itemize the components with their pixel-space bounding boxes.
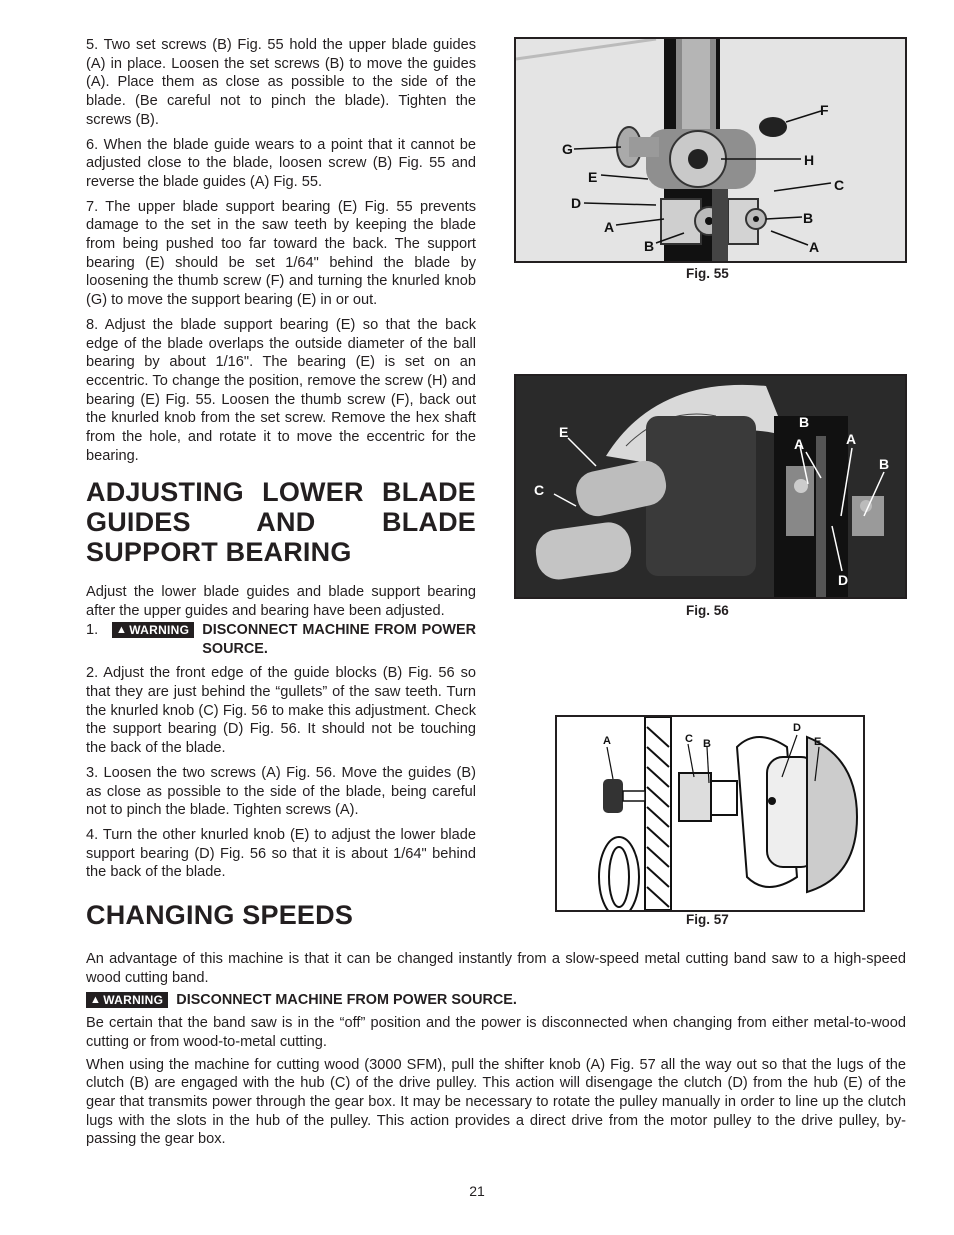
fig55-label-B-left: B (644, 238, 655, 254)
warning-badge (86, 992, 168, 1008)
step-8: 8. Adjust the blade support bearing (E) so that the back edge of the blade overlaps the outside diameter of the ball bearing by about 1/16". The bearing (E) is set on an eccentric. To change the position, remove the screw (H) and bearing (E) Fig. 55. Loosen the thumb screw (F), back out the knurled knob from the set screw. Remove the hex shaft from the hole, and rotate it to move the eccentric for the bearing. (86, 316, 476, 464)
lower-step-3: 3. Loosen the two screws (A) Fig. 56. Move the guides (B) as close as possible to the side of the blade, being careful not to pinch the blade. Tighten screws (A). (86, 764, 476, 819)
changing-speeds-body (86, 950, 906, 1153)
fig56-label-C: C (534, 482, 545, 498)
fig56-label-D: D (838, 572, 849, 588)
fig56-label-A-right: A (846, 431, 857, 447)
page-number: 21 (469, 1183, 485, 1199)
fig55-label-E: E (588, 169, 598, 185)
fig57-label-E: E (814, 736, 822, 748)
figure-56-photo (514, 374, 907, 599)
fig55-label-A-left: A (604, 219, 615, 235)
warning-badge-label: WARNING (103, 993, 164, 1008)
fig55-label-H: H (804, 152, 815, 168)
step-5: 5. Two set screws (B) Fig. 55 hold the upper blade guides (A) in place. Loosen the set screws (B) to move the guides (A). Place them as close as possible to the side of the blade. (Be careful not to pinch the blade). Tighten the screws (B). (86, 37, 476, 128)
section-heading-lower-guides: ADJUSTING LOWER BLADE GUIDES AND BLADE SUPPORT BEARING (86, 477, 476, 568)
fig56-label-B-top: B (799, 414, 810, 430)
fig56-label-A-left: A (794, 436, 805, 452)
fig55-label-G: G (562, 141, 573, 157)
figure-56-caption: Fig. 56 (686, 603, 729, 618)
section-heading-changing-speeds: CHANGING SPEEDS (86, 900, 354, 930)
fig56-label-E: E (559, 424, 569, 440)
step-number: 1. (86, 621, 99, 638)
warning-badge-label: WARNING (129, 622, 190, 637)
fig57-label-A: A (603, 735, 611, 747)
speeds-paragraph-3: When using the machine for cutting wood (3000 SFM), pull the shifter knob (A) Fig. 57 all the way out so that the lugs of the clutch (B) are engaged with the hub (C) of the drive pulley. This action will disengage the clutch (D) from the hub (E) of the gear that transmits power through the gear box. It may be necessary to rotate the pulley manually in order to line up the clutch lugs with the slots in the hub of the pulley. This action provides a direct drive from the motor pulley to the drive pulley, by-passing the gear box. (86, 1056, 906, 1148)
warning-text: DISCONNECT MACHINE FROM POWER SOURCE. (176, 992, 517, 1009)
fig55-label-D: D (571, 195, 582, 211)
lower-step-4: 4. Turn the other knurled knob (E) to adjust the lower blade support bearing (D) Fig. 56 so that it is about 1/64" behind the back of the blade. (86, 826, 476, 881)
figure-55-caption: Fig. 55 (686, 266, 729, 281)
lower-step-2: 2. Adjust the front edge of the guide blocks (B) Fig. 56 so that they are just behind the “gullets” of the saw teeth. Turn the knurled knob (C) Fig. 56 to make this adjustment. Check the support bearing (D) Fig. 56. It should not be touching the back of the blade. (86, 665, 476, 757)
figure-57-caption: Fig. 57 (686, 912, 729, 927)
warning-triangle-icon: ▲ (90, 994, 102, 1007)
figure-57-drawing (555, 715, 865, 912)
speeds-paragraph-2: Be certain that the band saw is in the “off” position and the power is disconnected when changing from either metal-to-wood cutting or from wood-to-metal cutting. (86, 1015, 906, 1050)
step-7: 7. The upper blade support bearing (E) Fig. 55 prevents damage to the set in the saw teeth by keeping the blade from being pushed too far toward the back. The support bearing (E) should be set 1/64" behind the blade by loosening the thumb screw (F) and turning the knurled knob (G) to move the support bearing (E) in or out. (86, 198, 476, 309)
fig55-label-B-right: B (803, 210, 814, 226)
fig57-label-C: C (685, 733, 693, 745)
warning-text: DISCONNECT MACHINE FROM POWER SOURCE. (202, 621, 476, 657)
speeds-intro: An advantage of this machine is that it can be changed instantly from a slow-speed metal cutting band saw to a high-speed wood cutting band. (86, 951, 906, 986)
left-column (86, 36, 476, 888)
fig57-label-D: D (793, 722, 801, 734)
fig55-label-A-right: A (809, 239, 820, 255)
figure-55-photo (514, 37, 907, 263)
fig56-label-B-right: B (879, 456, 890, 472)
lower-guides-intro: Adjust the lower blade guides and blade support bearing after the upper guides and bearing have been adjusted. (86, 584, 476, 620)
warning-row-2 (86, 991, 906, 1010)
fig55-label-F: F (820, 102, 829, 118)
fig55-label-C: C (834, 177, 845, 193)
fig57-label-B: B (703, 738, 711, 750)
warning-badge (112, 622, 194, 638)
step-6: 6. When the blade guide wears to a point that it cannot be adjusted close to the blade, loosen screw (B) Fig. 55 and reverse the blade guides (A) Fig. 55. (86, 136, 476, 190)
warning-row-1 (86, 621, 476, 658)
warning-triangle-icon: ▲ (116, 623, 128, 636)
